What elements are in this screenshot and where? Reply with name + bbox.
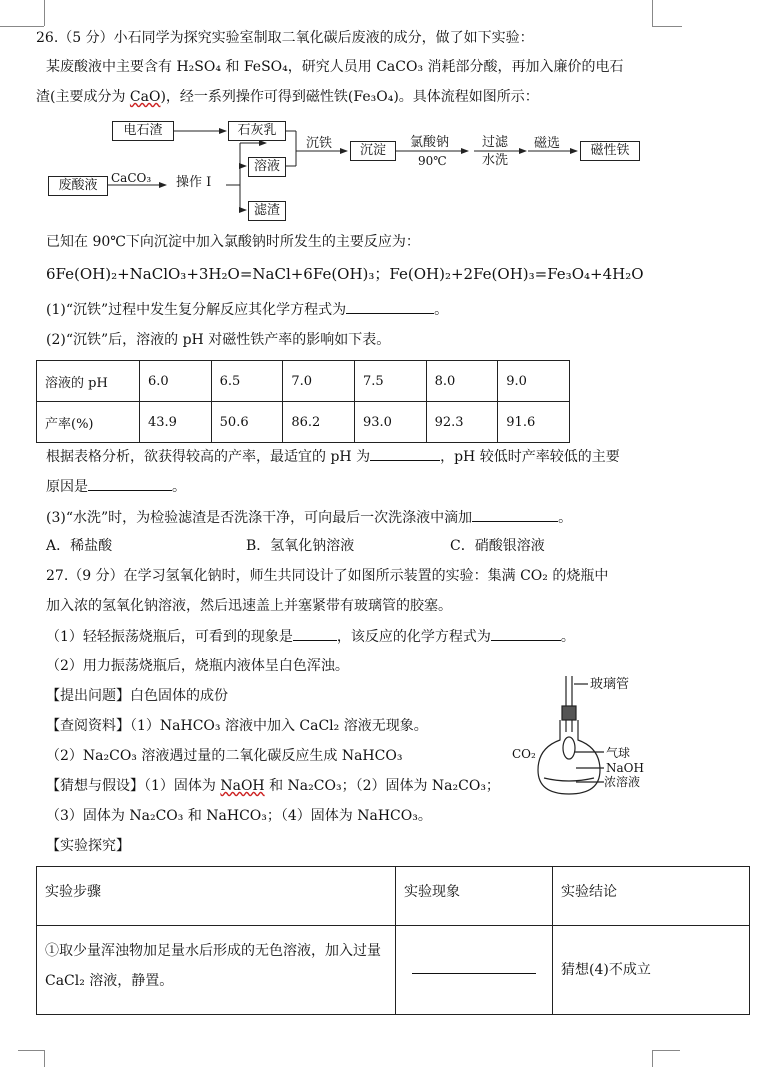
q26-intro-2 <box>36 87 539 107</box>
table-cell: 7.0 <box>283 361 355 402</box>
table-header-yield: 产率(%) <box>37 402 140 443</box>
table-cell: 7.5 <box>354 361 426 402</box>
crop-mark <box>18 0 45 26</box>
table-row <box>37 402 570 443</box>
table-cell: 8.0 <box>426 361 498 402</box>
q26-part2c <box>46 476 186 497</box>
box-rongye: 溶液 <box>248 157 286 177</box>
apparatus-figure <box>500 670 680 820</box>
answer-blank[interactable] <box>293 626 337 641</box>
q26-equation: 6Fe(OH)₂+NaClO₃+3H₂O=NaCl+6Fe(OH)₃；Fe(OH)₂+2Fe(OH)₃=Fe₃O₄+4H₂O <box>46 265 644 283</box>
option-b[interactable]: B．氢氧化钠溶液 <box>246 538 355 554</box>
intro2-text: 渣(主要成分为 <box>36 89 130 105</box>
crop-mark <box>44 1050 45 1067</box>
crop-mark <box>652 0 679 26</box>
box-shihuiru: 石灰乳 <box>228 121 286 141</box>
ph-yield-table <box>36 360 570 443</box>
table-cell: 43.9 <box>140 402 212 443</box>
cao-text: CaO <box>129 89 161 105</box>
label-co2: CO₂ <box>512 747 536 761</box>
part1-text: (1)“沉铁”过程中发生复分解反应其化学方程式为 <box>46 302 347 318</box>
table-cell: 91.6 <box>498 402 570 443</box>
table-cell: 86.2 <box>283 402 355 443</box>
label-guolv: 过滤 <box>482 135 509 150</box>
box-chendian: 沉淀 <box>350 141 396 161</box>
crop-mark <box>652 1050 680 1051</box>
option-a[interactable]: A．稀盐酸 <box>46 538 113 554</box>
crop-mark <box>18 1050 44 1051</box>
table-cell: 92.3 <box>426 402 498 443</box>
part1-text: （1）轻轻振荡烧瓶后，可看到的现象是 <box>46 629 293 645</box>
q27-hypothesis-2: （3）固体为 Na₂CO₃ 和 NaHCO₃；（4）固体为 NaHCO₃。 <box>46 808 432 824</box>
table-cell: 6.0 <box>140 361 212 402</box>
part3-end: 。 <box>558 510 573 526</box>
flask-drawing <box>500 670 680 820</box>
part2b-text-end: ，pH 较低时产率较低的主要 <box>440 449 620 465</box>
option-c[interactable]: C．硝酸银溶液 <box>450 538 545 554</box>
table-row <box>37 926 750 1015</box>
q27-ref1: 【查阅资料】（1）NaHCO₃ 溶液中加入 CaCl₂ 溶液无现象。 <box>46 718 428 734</box>
box-lvzha: 滤渣 <box>248 201 286 221</box>
hyp-text: 【猜想与假设】（1）固体为 <box>46 778 221 794</box>
q26-known: 已知在 90℃下向沉淀中加入氯酸钠时所发生的主要反应为： <box>46 234 420 250</box>
part3-text: (3)“水洗”时，为检验滤渣是否洗涤干净，可向最后一次洗涤液中滴加 <box>46 510 473 526</box>
answer-blank[interactable] <box>88 476 172 491</box>
q27-title: 27.（9 分）在学习氢氧化钠时，师生共同设计了如图所示装置的实验：集满 CO₂ 的烧瓶中 <box>46 568 609 584</box>
table-cell-conclusion: 猜想(4)不成立 <box>553 926 750 1015</box>
part2b-text: 根据表格分析，欲获得较高的产率，最适宜的 pH 为 <box>46 449 371 465</box>
part1-end: 。 <box>560 629 575 645</box>
table-cell: 6.5 <box>211 361 283 402</box>
answer-blank[interactable] <box>346 299 434 314</box>
label-chentie: 沉铁 <box>306 136 333 151</box>
q27-explore: 【实验探究】 <box>46 838 130 854</box>
intro2-text-end: )，经一系列操作可得到磁性铁(Fe₃O₄)。具体流程如图所示： <box>160 89 539 105</box>
q26-part2b <box>46 446 620 467</box>
table-cell: 9.0 <box>498 361 570 402</box>
part2c-end: 。 <box>172 479 186 495</box>
answer-blank[interactable] <box>472 507 558 522</box>
crop-mark <box>652 1050 653 1067</box>
box-dianshizha: 电石渣 <box>112 121 174 141</box>
table-row <box>37 867 750 926</box>
q27-part2: （2）用力振荡烧瓶后，烧瓶内液体呈白色浑浊。 <box>46 658 349 674</box>
table-header: 实验现象 <box>396 867 553 926</box>
label-cixuan: 磁选 <box>534 136 561 151</box>
q27-ref2: （2）Na₂CO₃ 溶液遇过量的二氧化碳反应生成 NaHCO₃ <box>46 748 403 764</box>
q27-line2: 加入浓的氢氧化钠溶液，然后迅速盖上并塞紧带有玻璃管的胶塞。 <box>46 598 452 614</box>
q26-part3 <box>46 507 572 528</box>
table-cell-step: ①取少量浑浊物加足量水后形成的无色溶液，加入过量 CaCl₂ 溶液，静置。 <box>37 926 396 1015</box>
label-balloon: 气球 <box>606 746 631 760</box>
answer-blank[interactable] <box>412 959 536 974</box>
experiment-table <box>36 866 750 1015</box>
label-90c: 90℃ <box>418 154 447 168</box>
label-caco3: CaCO₃ <box>111 171 152 185</box>
crop-mark <box>652 26 682 27</box>
label-naoh: NaOH <box>606 761 644 775</box>
crop-mark <box>0 26 44 27</box>
label-shuixi: 水洗 <box>482 153 509 168</box>
part1-end: 。 <box>434 302 449 318</box>
label-op1: 操作 I <box>176 175 212 190</box>
table-row <box>37 361 570 402</box>
q26-part2: (2)“沉铁”后，溶液的 pH 对磁性铁产率的影响如下表。 <box>46 332 391 348</box>
table-header: 实验结论 <box>553 867 750 926</box>
part2c-text: 原因是 <box>46 479 88 495</box>
table-header-ph: 溶液的 pH <box>37 361 140 402</box>
hyp-text-end: 和 Na₂CO₃；（2）固体为 Na₂CO₃； <box>264 778 500 794</box>
naoh-text: NaOH <box>220 778 265 794</box>
label-conc-solution: 浓溶液 <box>604 775 641 789</box>
label-glass-tube: 玻璃管 <box>590 677 630 692</box>
box-feisuanye: 废酸液 <box>48 176 108 196</box>
label-lvsuanna: 氯酸钠 <box>410 135 450 150</box>
box-cixingtie: 磁性铁 <box>580 141 640 161</box>
q26-title: 26.（5 分）小石同学为探究实验室制取二氧化碳后废液的成分，做了如下实验： <box>36 30 534 46</box>
q26-part1 <box>46 299 448 320</box>
q27-hypothesis <box>46 776 500 796</box>
q26-intro-1: 某废酸液中主要含有 H₂SO₄ 和 FeSO₄，研究人员用 CaCO₃ 消耗部分酸，再加入廉价的电石 <box>46 59 624 75</box>
table-cell-phenomenon <box>396 926 553 1015</box>
q27-question: 【提出问题】白色固体的成份 <box>46 688 228 704</box>
answer-blank[interactable] <box>370 446 440 461</box>
table-cell: 50.6 <box>211 402 283 443</box>
table-cell: 93.0 <box>354 402 426 443</box>
part1-text-mid: ，该反应的化学方程式为 <box>336 629 491 645</box>
table-header: 实验步骤 <box>37 867 396 926</box>
q27-part1 <box>46 626 575 647</box>
answer-blank[interactable] <box>491 626 561 641</box>
